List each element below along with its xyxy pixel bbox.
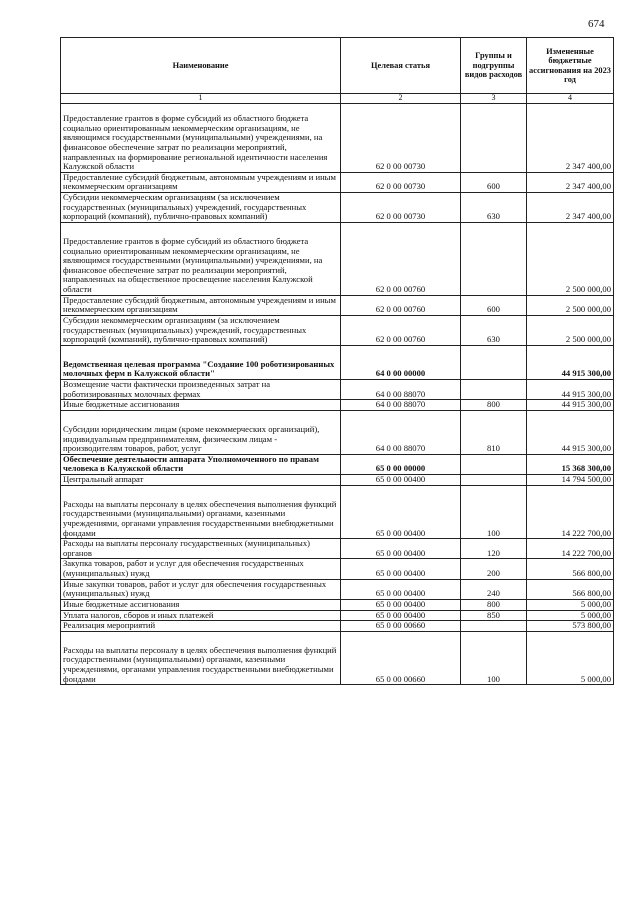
header-group: Группы и подгруппы видов расходов: [461, 38, 527, 94]
row-name: Субсидии юридическим лицам (кроме некоммерческих организаций), индивидуальным предпринимателям, физическим лицам - производителям товаров, работ, услуг: [61, 410, 341, 454]
row-expense-group: [461, 621, 527, 632]
row-target-code: 64 0 00 00000: [341, 345, 461, 379]
row-amount: 2 347 400,00: [527, 104, 614, 173]
row-name: Расходы на выплаты персоналу в целях обеспечения выполнения функций государственными (муниципальными) органами, казенными учреждениями, органами управления государственными внебюджетными фондами: [61, 631, 341, 685]
row-target-code: 62 0 00 00730: [341, 172, 461, 192]
row-expense-group: 120: [461, 539, 527, 559]
row-name: Предоставление субсидий бюджетным, автономным учреждениям и иным некоммерческим организациям: [61, 295, 341, 315]
column-number-row: [61, 94, 614, 104]
row-expense-group: 240: [461, 579, 527, 599]
row-amount: 2 347 400,00: [527, 193, 614, 223]
row-amount: 44 915 300,00: [527, 400, 614, 411]
table-row: [61, 315, 614, 345]
row-target-code: 65 0 00 00400: [341, 599, 461, 610]
row-expense-group: 630: [461, 193, 527, 223]
row-expense-group: 600: [461, 295, 527, 315]
row-target-code: 64 0 00 88070: [341, 380, 461, 400]
row-target-code: 65 0 00 00400: [341, 539, 461, 559]
row-amount: 44 915 300,00: [527, 345, 614, 379]
row-target-code: 62 0 00 00760: [341, 222, 461, 295]
row-target-code: 62 0 00 00730: [341, 193, 461, 223]
row-target-code: 62 0 00 00730: [341, 104, 461, 173]
table-row: [61, 345, 614, 379]
table-row: [61, 559, 614, 579]
row-target-code: 65 0 00 00400: [341, 485, 461, 539]
header-amount: Измененные бюджетные ассигнования на 2023 год: [527, 38, 614, 94]
row-expense-group: [461, 475, 527, 486]
row-expense-group: 810: [461, 410, 527, 454]
budget-table: [60, 37, 614, 685]
table-row: [61, 475, 614, 486]
header-code: Целевая статья: [341, 38, 461, 94]
row-name: Иные закупки товаров, работ и услуг для обеспечения государственных (муниципальных) нужд: [61, 579, 341, 599]
row-name: Возмещение части фактически произведенных затрат на роботизированных молочных фермах: [61, 380, 341, 400]
row-name: Иные бюджетные ассигнования: [61, 400, 341, 411]
table-row: [61, 380, 614, 400]
table-row: [61, 400, 614, 411]
column-number: 2: [341, 94, 461, 104]
page-number: 674: [588, 18, 605, 30]
row-expense-group: 600: [461, 172, 527, 192]
row-name: Субсидии некоммерческим организациям (за исключением государственных (муниципальных) учреждений, государственных корпораций (компаний), публично-правовых компаний): [61, 315, 341, 345]
row-amount: 5 000,00: [527, 599, 614, 610]
column-number: 1: [61, 94, 341, 104]
table-row: [61, 599, 614, 610]
row-name: Иные бюджетные ассигнования: [61, 599, 341, 610]
table-row: [61, 104, 614, 173]
column-number: 4: [527, 94, 614, 104]
row-target-code: 65 0 00 00400: [341, 610, 461, 621]
table-row: [61, 410, 614, 454]
row-target-code: 62 0 00 00760: [341, 295, 461, 315]
row-expense-group: 630: [461, 315, 527, 345]
table-row: [61, 454, 614, 474]
row-target-code: 65 0 00 00000: [341, 454, 461, 474]
row-amount: 2 500 000,00: [527, 315, 614, 345]
row-name: Обеспечение деятельности аппарата Уполномоченного по правам человека в Калужской области: [61, 454, 341, 474]
row-amount: 15 368 300,00: [527, 454, 614, 474]
table-row: [61, 621, 614, 632]
row-expense-group: [461, 345, 527, 379]
row-amount: 14 222 700,00: [527, 485, 614, 539]
row-amount: 5 000,00: [527, 610, 614, 621]
row-target-code: 64 0 00 88070: [341, 410, 461, 454]
table-row: [61, 295, 614, 315]
row-name: Расходы на выплаты персоналу государственных (муниципальных) органов: [61, 539, 341, 559]
row-amount: 14 222 700,00: [527, 539, 614, 559]
row-name: Предоставление грантов в форме субсидий из областного бюджета социально ориентированным некоммерческим организациям, не являющимся государственными (муниципальными) учреждениями, на финансовое обеспечение затрат по реализации мероприятий, направленных на общественное просвещение населения Калужской области: [61, 222, 341, 295]
row-name: Расходы на выплаты персоналу в целях обеспечения выполнения функций государственными (муниципальными) органами, казенными учреждениями, органами управления государственными внебюджетными фондами: [61, 485, 341, 539]
row-target-code: 65 0 00 00400: [341, 579, 461, 599]
row-amount: 2 347 400,00: [527, 172, 614, 192]
row-expense-group: [461, 222, 527, 295]
table-row: [61, 222, 614, 295]
header-name: Наименование: [61, 38, 341, 94]
row-amount: 44 915 300,00: [527, 410, 614, 454]
table-body: [61, 104, 614, 685]
row-name: Предоставление субсидий бюджетным, автономным учреждениям и иным некоммерческим организациям: [61, 172, 341, 192]
row-name: Реализация мероприятий: [61, 621, 341, 632]
row-name: Предоставление грантов в форме субсидий из областного бюджета социально ориентированным некоммерческим организациям, не являющимся государственными (муниципальными) учреждениями, на финансовое обеспечение затрат по реализации мероприятий, направленных на формирование региональной идентичности населения Калужской области: [61, 104, 341, 173]
row-target-code: 65 0 00 00660: [341, 621, 461, 632]
row-expense-group: 850: [461, 610, 527, 621]
row-amount: 2 500 000,00: [527, 222, 614, 295]
row-name: Ведомственная целевая программа "Создание 100 роботизированных молочных ферм в Калужской области": [61, 345, 341, 379]
row-expense-group: 100: [461, 485, 527, 539]
table-row: [61, 485, 614, 539]
row-name: Закупка товаров, работ и услуг для обеспечения государственных (муниципальных) нужд: [61, 559, 341, 579]
row-target-code: 65 0 00 00660: [341, 631, 461, 685]
row-expense-group: 100: [461, 631, 527, 685]
row-expense-group: 800: [461, 400, 527, 411]
table-row: [61, 172, 614, 192]
table-row: [61, 193, 614, 223]
row-amount: 566 800,00: [527, 559, 614, 579]
row-target-code: 64 0 00 88070: [341, 400, 461, 411]
row-name: Уплата налогов, сборов и иных платежей: [61, 610, 341, 621]
row-expense-group: 800: [461, 599, 527, 610]
row-amount: 5 000,00: [527, 631, 614, 685]
row-name: Центральный аппарат: [61, 475, 341, 486]
row-name: Субсидии некоммерческим организациям (за исключением государственных (муниципальных) учреждений, государственных корпораций (компаний), публично-правовых компаний): [61, 193, 341, 223]
row-target-code: 62 0 00 00760: [341, 315, 461, 345]
row-expense-group: [461, 104, 527, 173]
row-amount: 566 800,00: [527, 579, 614, 599]
row-amount: 14 794 500,00: [527, 475, 614, 486]
table-row: [61, 610, 614, 621]
row-amount: 2 500 000,00: [527, 295, 614, 315]
row-target-code: 65 0 00 00400: [341, 475, 461, 486]
row-amount: 44 915 300,00: [527, 380, 614, 400]
table-row: [61, 579, 614, 599]
row-expense-group: [461, 380, 527, 400]
table-row: [61, 539, 614, 559]
header-row: [61, 38, 614, 94]
row-expense-group: 200: [461, 559, 527, 579]
row-amount: 573 800,00: [527, 621, 614, 632]
row-target-code: 65 0 00 00400: [341, 559, 461, 579]
row-expense-group: [461, 454, 527, 474]
column-number: 3: [461, 94, 527, 104]
table-row: [61, 631, 614, 685]
